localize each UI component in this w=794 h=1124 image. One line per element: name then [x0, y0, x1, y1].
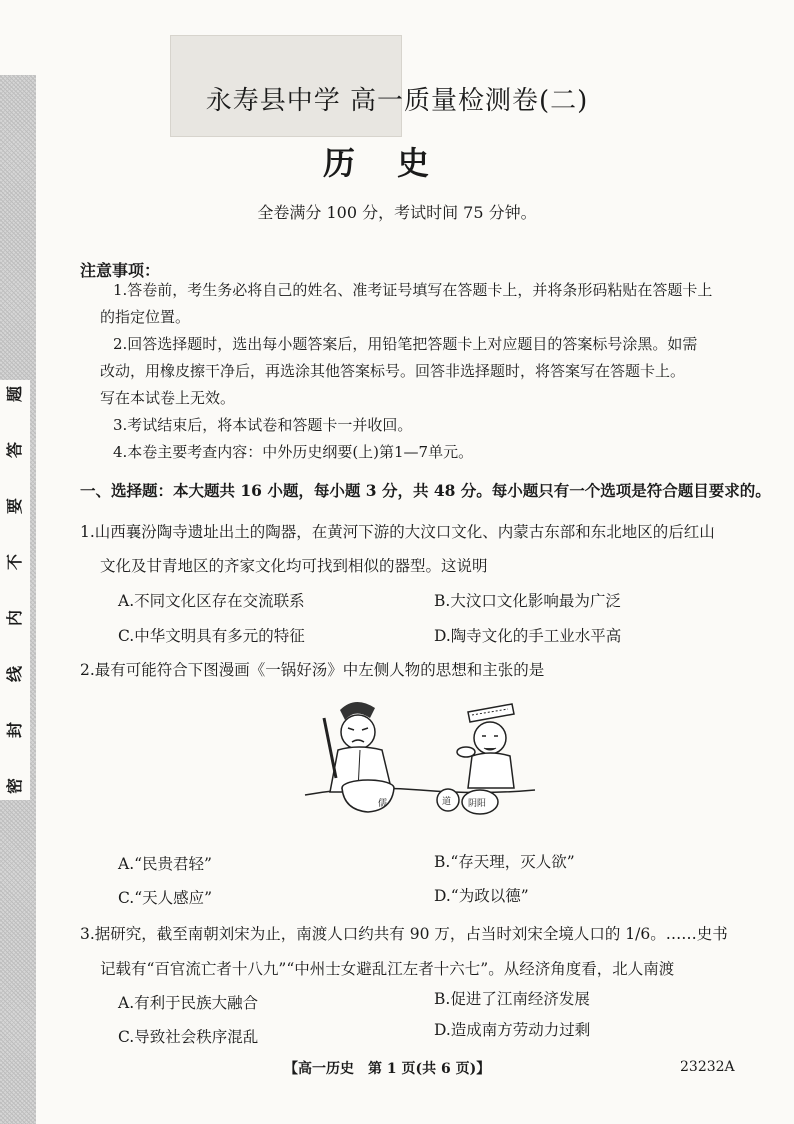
seal-char: 线 [4, 665, 24, 683]
seal-char: 答 [4, 441, 24, 459]
question-2-option-d: D.“为政以德” [434, 887, 529, 905]
question-2-option-b: B.“存天理，灭人欲” [434, 853, 575, 871]
notice-item-1: 1.答卷前，考生务必将自己的姓名、准考证号填写在答题卡上，并将条形码粘贴在答题卡上 [113, 281, 713, 299]
seal-char: 要 [4, 497, 24, 515]
seal-char: 密 [4, 777, 24, 795]
comic-label-yinyang: 阴阳 [468, 799, 487, 809]
notice-item-2-cont: 写在本试卷上无效。 [100, 389, 236, 407]
seal-char: 题 [4, 385, 24, 403]
exam-code: 23232A [680, 1059, 735, 1075]
question-3-stem-cont: 记载有“百官流亡者十八九”“中州士女避乱江左者十六七”。从经济角度看，北人南渡 [100, 960, 675, 978]
question-3-stem: 3.据研究，截至南朝刘宋为止，南渡人口约共有 90 万，占当时刘宋全境人口的 1/6。……史书 [80, 925, 728, 943]
question-1-stem: 1.山西襄汾陶寺遗址出土的陶器，在黄河下游的大汶口文化、内蒙古东部和东北地区的后红山 [80, 523, 715, 541]
comic-label-dao: 道 [442, 797, 452, 807]
subject-title: 历史 [322, 144, 471, 182]
question-1-option-a: A.不同文化区存在交流联系 [118, 592, 305, 610]
seal-char: 不 [4, 553, 24, 571]
notice-item-4: 4.本卷主要考查内容：中外历史纲要(上)第1—7单元。 [113, 443, 474, 461]
notice-item-2-cont: 改动，用橡皮擦干净后，再选涂其他答案标号。回答非选择题时，将答案写在答题卡上。 [100, 362, 686, 380]
seal-line-text [0, 380, 30, 800]
comic-illustration [300, 690, 540, 830]
question-1-option-c: C.中华文明具有多元的特征 [118, 627, 305, 645]
question-2-option-a: A.“民贵君轻” [118, 855, 212, 873]
comic-label-ru: 儒 [378, 799, 388, 809]
section-title: 一、选择题：本大题共 16 小题，每小题 3 分，共 48 分。每小题只有一个选项是符合题目要求的。 [80, 481, 771, 500]
question-3-option-d: D.造成南方劳动力过剩 [434, 1021, 591, 1039]
notice-item-1-cont: 的指定位置。 [100, 308, 191, 326]
question-3-option-a: A.有利于民族大融合 [118, 994, 259, 1012]
question-1-stem-cont: 文化及甘青地区的齐家文化均可找到相似的器型。这说明 [100, 557, 488, 575]
question-2-stem: 2.最有可能符合下图漫画《一锅好汤》中左侧人物的思想和主张的是 [80, 661, 545, 679]
notice-item-3: 3.考试结束后，将本试卷和答题卡一并收回。 [113, 416, 413, 434]
exam-title: 永寿县中学 高一质量检测卷(二) [205, 86, 589, 116]
question-2-option-c: C.“天人感应” [118, 889, 213, 907]
notice-heading: 注意事项： [80, 261, 161, 280]
question-1-option-d: D.陶寺文化的手工业水平高 [434, 627, 622, 645]
question-1-option-b: B.大汶口文化影响最为广泛 [434, 592, 621, 610]
seal-char: 内 [4, 609, 24, 627]
question-3-option-c: C.导致社会秩序混乱 [118, 1028, 259, 1046]
notice-item-2: 2.回答选择题时，选出每小题答案后，用铅笔把答题卡上对应题目的答案标号涂黑。如需 [113, 335, 698, 353]
exam-meta: 全卷满分 100 分，考试时间 75 分钟。 [257, 203, 537, 222]
seal-char: 封 [4, 721, 24, 739]
question-3-option-b: B.促进了江南经济发展 [434, 990, 590, 1008]
page-footer: 【高一历史 第 1 页(共 6 页)】 [284, 1061, 491, 1077]
